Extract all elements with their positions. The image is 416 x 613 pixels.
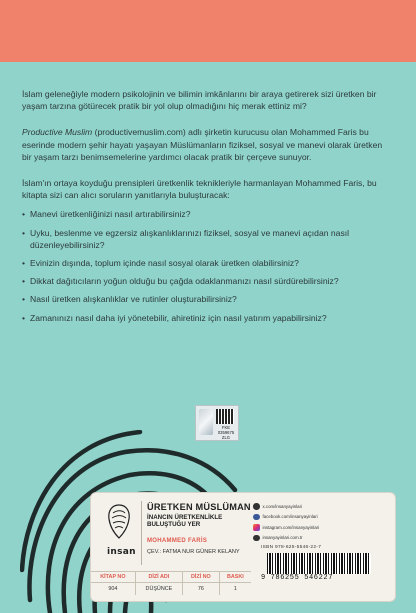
table-header: KİTAP NO <box>91 572 135 583</box>
sticker-code: FKE 0359675 ZLG <box>217 425 235 440</box>
table-row <box>91 583 251 596</box>
question-item: • Evinizin dışında, toplum içinde nasıl sosyal olarak üretken olabilirsiniz? <box>22 257 394 269</box>
table-cell: DÜŞÜNCE <box>135 583 182 596</box>
question-item: • Nasıl üretken alışkanlıklar ve rutinler oluşturabilirsiniz? <box>22 293 394 305</box>
intro-paragraph: İslam geleneğiyle modern psikolojinin ve bilimin imkânlarını bir araya getirerek sizi üretken bir yaşam tarzına götürecek pratik bir yol olup olmadığını hiç merak ettiniz mi? <box>22 89 377 112</box>
book-title: ÜRETKEN MÜSLÜMAN <box>147 502 251 512</box>
book-meta-table <box>91 571 251 595</box>
table-cell: 76 <box>182 583 219 596</box>
table-header-row <box>91 572 251 583</box>
publisher-logo <box>107 504 136 560</box>
barcode-bars <box>267 553 371 574</box>
table-header: BASKI <box>219 572 251 583</box>
social-text: insanyayinlari.com.tr <box>262 535 303 541</box>
barcode-digits: 9 786255 546227 <box>261 574 334 582</box>
table-header: DİZİ NO <box>182 572 219 583</box>
questions-intro: İslam'ın ortaya koyduğu prensipleri üretkenlik teknikleriyle harmanlayan Mohammed Faris, bu kitapta sizi can alıcı soruların yanıtlarıyla buluşturacak: <box>22 178 377 201</box>
book-original-title: Productive Muslim <box>22 127 93 138</box>
author-name: MOHAMMED FARİS <box>147 538 208 544</box>
table-header: DİZİ ADI <box>135 572 182 583</box>
table-cell: 1 <box>233 586 237 592</box>
question-item: • Manevi üretkenliğinizi nasıl artırabilirsiniz? <box>22 208 394 220</box>
top-color-band <box>0 0 416 62</box>
back-cover-text <box>22 88 394 330</box>
social-text: x.com/insanyayinlari <box>262 503 303 509</box>
translator: ÇEV.: FATMA NUR GÜNER KELANY <box>147 549 240 555</box>
social-row <box>253 522 393 533</box>
publisher-name: insan <box>107 547 136 557</box>
about-author-paragraph <box>22 126 394 163</box>
divider <box>141 501 142 565</box>
social-row <box>253 501 393 512</box>
x-icon <box>253 503 260 510</box>
social-links <box>253 501 393 543</box>
book-info-card <box>90 492 396 602</box>
qr-code <box>216 409 234 424</box>
question-item: • Dikkat dağıtıcıların yoğun olduğu bu çağda odaklanmanızı nasıl sürdürebilirsiniz? <box>22 275 394 287</box>
security-sticker <box>195 405 239 441</box>
table-cell: 904 <box>91 583 135 596</box>
social-row <box>253 512 393 523</box>
publisher-head-icon <box>107 504 131 540</box>
hologram <box>199 409 213 435</box>
social-row <box>253 533 393 544</box>
question-item: • Zamanınızı nasıl daha iyi yönetebilir, ahiretiniz için nasıl yatırım yapabilirsiniz? <box>22 312 394 324</box>
barcode <box>261 553 373 583</box>
social-text: facebook.com/insanyayinlari <box>262 514 318 520</box>
instagram-icon <box>253 524 260 531</box>
web-icon <box>253 535 260 542</box>
questions-list <box>22 208 394 323</box>
about-author-text: (productivemuslim.com) adlı şirketin kurucusu olan Mohammed Faris bu eserinde modern şehir hayatı yaşayan Müslümanların fiziksel, sosyal ve manevi olarak üretken bir yaşam tarzı benimsemelerine yardımcı olacak pratik bir çerçeve sunuyor. <box>22 127 383 162</box>
facebook-icon <box>253 514 260 521</box>
social-text: instagram.com/insanyayinlari <box>262 524 320 530</box>
book-subtitle: İNANCIN ÜRETKENLİKLE BULUŞTUĞU YER <box>147 514 223 529</box>
isbn: ISBN 978-625-5546-22-7 <box>261 545 322 550</box>
question-item: • Uyku, beslenme ve egzersiz alışkanlıklarınızı fiziksel, sosyal ve manevi açıdan nasıl düzenleyebilirsiniz? <box>22 227 394 251</box>
